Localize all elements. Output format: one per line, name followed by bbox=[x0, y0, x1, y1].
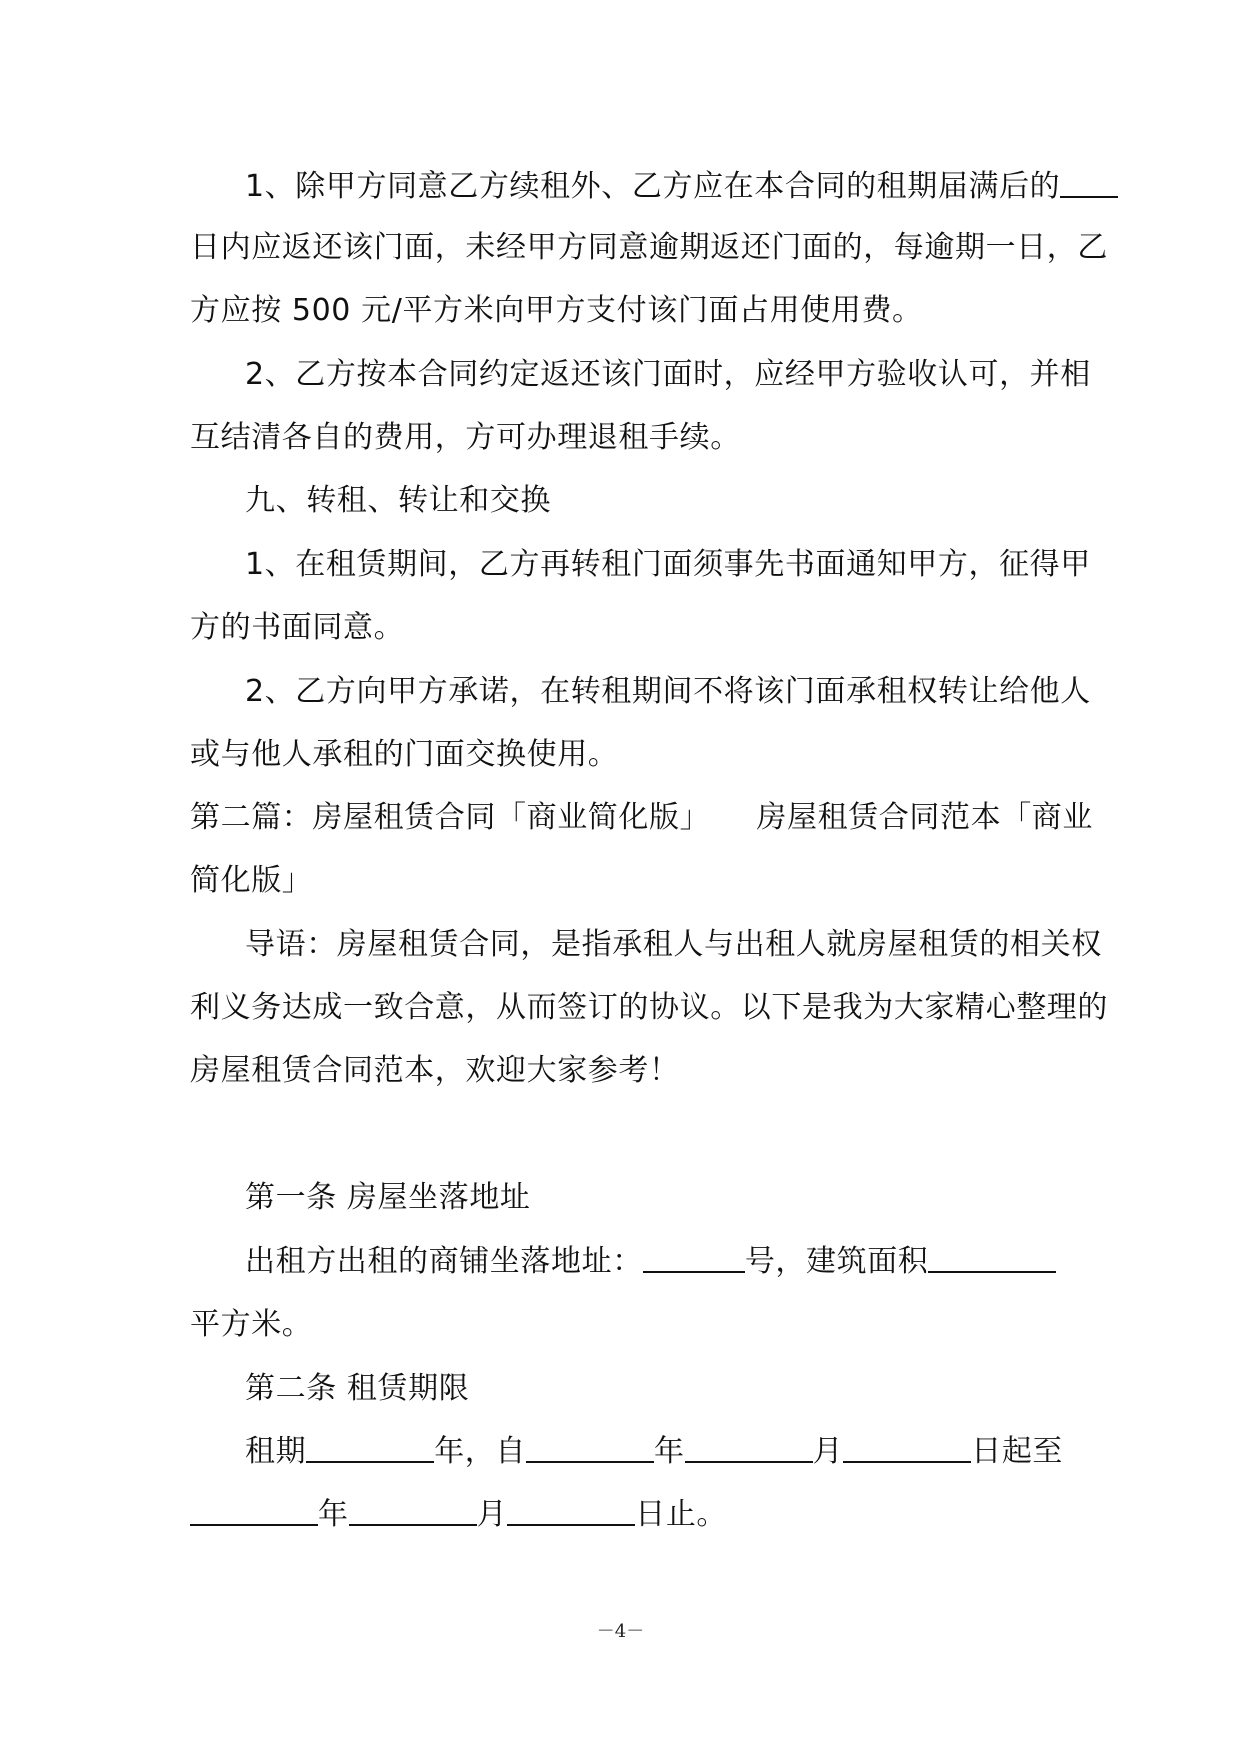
blank-underline bbox=[685, 1435, 813, 1463]
line-text: 日内应返还该门面，未经甲方同意逾期返还门面的，每逾期一日，乙 bbox=[190, 230, 1108, 265]
blank-underline bbox=[643, 1245, 745, 1273]
paragraph-line bbox=[190, 608, 404, 648]
paragraph-line bbox=[190, 1051, 680, 1091]
article-heading bbox=[245, 1178, 531, 1218]
line-text: 日止。 bbox=[635, 1497, 728, 1532]
line-text: 房屋租赁合同范本，欢迎大家参考！ bbox=[190, 1053, 680, 1088]
line-text: 出租方出租的商铺坐落地址： bbox=[245, 1244, 643, 1279]
paragraph-line bbox=[245, 925, 1102, 965]
blank-underline bbox=[507, 1498, 635, 1526]
line-text: 年 bbox=[654, 1434, 685, 1469]
page-number: －4－ bbox=[596, 1621, 645, 1642]
blank-underline bbox=[843, 1435, 971, 1463]
line-text: 平方米。 bbox=[190, 1307, 313, 1342]
paragraph-line bbox=[245, 545, 1091, 585]
paragraph-line bbox=[190, 988, 1108, 1028]
line-text: 导语：房屋租赁合同，是指承租人与出租人就房屋租赁的相关权 bbox=[245, 927, 1102, 962]
line-text: 九、转租、转让和交换 bbox=[245, 483, 551, 518]
line-text: 1、除甲方同意乙方续租外、乙方应在本合同的租期届满后的 bbox=[245, 169, 1061, 204]
line-text: 互结清各自的费用，方可办理退租手续。 bbox=[190, 420, 741, 455]
line-text: 简化版」 bbox=[190, 863, 313, 898]
paragraph-line bbox=[190, 418, 741, 458]
line-text: 号，建筑面积 bbox=[744, 1244, 929, 1279]
paragraph-line bbox=[245, 1432, 1063, 1472]
line-text: 年 bbox=[318, 1497, 349, 1532]
paragraph-line bbox=[245, 355, 1091, 395]
paragraph-line bbox=[245, 167, 1118, 207]
line-text: 利义务达成一致合意，从而签订的协议。以下是我为大家精心整理的 bbox=[190, 990, 1108, 1025]
paragraph-line bbox=[190, 1305, 312, 1345]
paragraph-line bbox=[245, 672, 1091, 712]
line-text: 月 bbox=[812, 1434, 844, 1469]
line-text: 方应按 500 元/平方米向甲方支付该门面占用使用费。 bbox=[190, 293, 923, 328]
line-text: 方的书面同意。 bbox=[190, 610, 405, 645]
chapter-title bbox=[190, 798, 1093, 838]
line-text: 年，自 bbox=[434, 1434, 527, 1469]
line-text: 第二篇：房屋租赁合同「商业简化版」 房屋租赁合同范本「商业 bbox=[190, 800, 1093, 835]
line-text: 1、在租赁期间，乙方再转租门面须事先书面通知甲方，征得甲 bbox=[245, 547, 1091, 582]
line-text: 或与他人承租的门面交换使用。 bbox=[190, 737, 619, 772]
line-text: 第一条 房屋坐落地址 bbox=[245, 1180, 531, 1215]
paragraph-line bbox=[245, 1242, 1056, 1282]
paragraph-line bbox=[190, 291, 923, 331]
blank-underline bbox=[306, 1435, 434, 1463]
blank-underline bbox=[526, 1435, 654, 1463]
line-text: 第二条 租赁期限 bbox=[245, 1371, 470, 1406]
article-heading bbox=[245, 1369, 469, 1409]
paragraph-line bbox=[190, 1495, 727, 1535]
line-text: 月 bbox=[476, 1497, 508, 1532]
blank-underline bbox=[1060, 170, 1118, 198]
line-text: 2、乙方向甲方承诺，在转租期间不将该门面承租权转让给他人 bbox=[245, 674, 1091, 709]
paragraph-line bbox=[190, 735, 618, 775]
section-heading bbox=[245, 481, 551, 521]
paragraph-line bbox=[190, 228, 1108, 268]
chapter-title bbox=[190, 861, 312, 901]
blank-underline bbox=[190, 1498, 318, 1526]
line-text: 日起至 bbox=[971, 1434, 1064, 1469]
line-text: 租期 bbox=[245, 1434, 307, 1469]
line-text: 2、乙方按本合同约定返还该门面时，应经甲方验收认可，并相 bbox=[245, 357, 1091, 392]
blank-underline bbox=[928, 1245, 1056, 1273]
blank-underline bbox=[349, 1498, 477, 1526]
